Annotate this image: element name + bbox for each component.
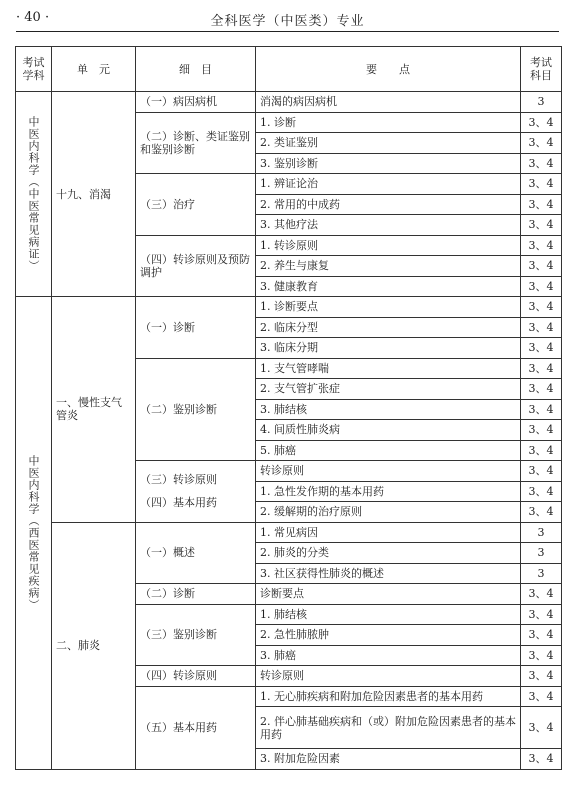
- level-cell: 3: [521, 92, 562, 113]
- point-cell: 1. 肺结核: [256, 604, 521, 625]
- point-cell: 3. 肺结核: [256, 399, 521, 420]
- level-cell: 3、4: [521, 481, 562, 502]
- level-cell: 3、4: [521, 215, 562, 236]
- level-cell: 3: [521, 563, 562, 584]
- level-cell: 3、4: [521, 133, 562, 154]
- point-cell: 1. 支气管哮喘: [256, 358, 521, 379]
- table-row: [16, 92, 562, 113]
- point-cell: 消渴的病因病机: [256, 92, 521, 113]
- point-cell: 1. 诊断要点: [256, 297, 521, 318]
- level-cell: 3、4: [521, 194, 562, 215]
- point-cell: 1. 辨证论治: [256, 174, 521, 195]
- point-cell: 2. 常用的中成药: [256, 194, 521, 215]
- level-cell: 3、4: [521, 276, 562, 297]
- level-cell: 3、4: [521, 440, 562, 461]
- point-cell: 1. 诊断: [256, 112, 521, 133]
- point-cell: 1. 转诊原则: [256, 235, 521, 256]
- unit-cell: 二、肺炎: [52, 522, 136, 769]
- point-cell: 4. 间质性肺炎病: [256, 420, 521, 441]
- item-cell: （五）基本用药: [136, 686, 256, 769]
- subject-label: 中医内科学（西医常见疾病）: [27, 454, 40, 611]
- item-cell: （四）转诊原则: [136, 666, 256, 687]
- level-cell: 3、4: [521, 461, 562, 482]
- unit-cell: 一、慢性支气管炎: [52, 297, 136, 523]
- item-cell: [136, 461, 256, 523]
- point-cell: 3. 附加危险因素: [256, 749, 521, 770]
- subject-label: 中医内科学（中医常见病证）: [27, 116, 40, 272]
- item-cell: （一）诊断: [136, 297, 256, 359]
- level-cell: 3、4: [521, 645, 562, 666]
- col-item: 细 目: [136, 47, 256, 92]
- point-cell: 1. 急性发作期的基本用药: [256, 481, 521, 502]
- point-cell: 转诊原则: [256, 461, 521, 482]
- point-cell: 3. 其他疗法: [256, 215, 521, 236]
- point-cell: 3. 鉴别诊断: [256, 153, 521, 174]
- point-cell: 3. 临床分期: [256, 338, 521, 359]
- level-cell: 3、4: [521, 379, 562, 400]
- level-cell: 3、4: [521, 338, 562, 359]
- page-header: [16, 8, 559, 30]
- level-cell: 3、4: [521, 399, 562, 420]
- level-cell: 3、4: [521, 235, 562, 256]
- level-cell: 3、4: [521, 358, 562, 379]
- level-cell: 3、4: [521, 297, 562, 318]
- level-cell: 3、4: [521, 686, 562, 707]
- point-cell: 1. 无心肺疾病和附加危险因素患者的基本用药: [256, 686, 521, 707]
- level-cell: 3: [521, 543, 562, 564]
- item-cell: （二）诊断、类证鉴别和鉴别诊断: [136, 112, 256, 174]
- level-cell: 3、4: [521, 666, 562, 687]
- item-cell: （四）转诊原则及预防调护: [136, 235, 256, 297]
- header-divider: [16, 31, 559, 32]
- syllabus-table: [15, 46, 562, 770]
- point-cell: 2. 临床分型: [256, 317, 521, 338]
- point-cell: 诊断要点: [256, 584, 521, 605]
- item-cell: （一）病因病机: [136, 92, 256, 113]
- table-header-row: [16, 47, 562, 92]
- col-unit: 单 元: [52, 47, 136, 92]
- level-cell: 3、4: [521, 420, 562, 441]
- level-cell: 3、4: [521, 256, 562, 277]
- level-cell: 3、4: [521, 153, 562, 174]
- table-row: [16, 522, 562, 543]
- point-cell: 3. 肺癌: [256, 645, 521, 666]
- page-title: 全科医学（中医类）专业: [210, 14, 365, 29]
- unit-cell: 十九、消渴: [52, 92, 136, 297]
- point-cell: 2. 伴心肺基础疾病和（或）附加危险因素患者的基本用药: [256, 707, 521, 749]
- level-cell: 3、4: [521, 749, 562, 770]
- level-cell: 3、4: [521, 174, 562, 195]
- table-row: [16, 297, 562, 318]
- item-cell: （二）鉴别诊断: [136, 358, 256, 461]
- point-cell: 转诊原则: [256, 666, 521, 687]
- point-cell: 5. 肺癌: [256, 440, 521, 461]
- point-cell: 2. 养生与康复: [256, 256, 521, 277]
- level-cell: 3、4: [521, 584, 562, 605]
- level-cell: 3、4: [521, 317, 562, 338]
- item-cell: （三）治疗: [136, 174, 256, 236]
- level-cell: 3、4: [521, 112, 562, 133]
- point-cell: 3. 社区获得性肺炎的概述: [256, 563, 521, 584]
- col-subject: 考试学科: [16, 47, 52, 92]
- item-cell: （三）鉴别诊断: [136, 604, 256, 666]
- item-label: （四）基本用药: [140, 496, 217, 510]
- point-cell: 2. 肺炎的分类: [256, 543, 521, 564]
- item-cell: （一）概述: [136, 522, 256, 584]
- subject-cell: [16, 297, 52, 770]
- level-cell: 3、4: [521, 604, 562, 625]
- point-cell: 2. 急性肺脓肿: [256, 625, 521, 646]
- point-cell: 2. 缓解期的治疗原则: [256, 502, 521, 523]
- subject-cell: [16, 92, 52, 297]
- level-cell: 3: [521, 522, 562, 543]
- col-level: 考试科目: [521, 47, 562, 92]
- level-cell: 3、4: [521, 625, 562, 646]
- point-cell: 2. 支气管扩张症: [256, 379, 521, 400]
- item-label: （三）转诊原则: [140, 473, 217, 487]
- item-cell: （二）诊断: [136, 584, 256, 605]
- page-number: · 40 ·: [16, 10, 50, 25]
- point-cell: 2. 类证鉴别: [256, 133, 521, 154]
- point-cell: 3. 健康教育: [256, 276, 521, 297]
- point-cell: 1. 常见病因: [256, 522, 521, 543]
- level-cell: 3、4: [521, 707, 562, 749]
- col-point: 要 点: [256, 47, 521, 92]
- level-cell: 3、4: [521, 502, 562, 523]
